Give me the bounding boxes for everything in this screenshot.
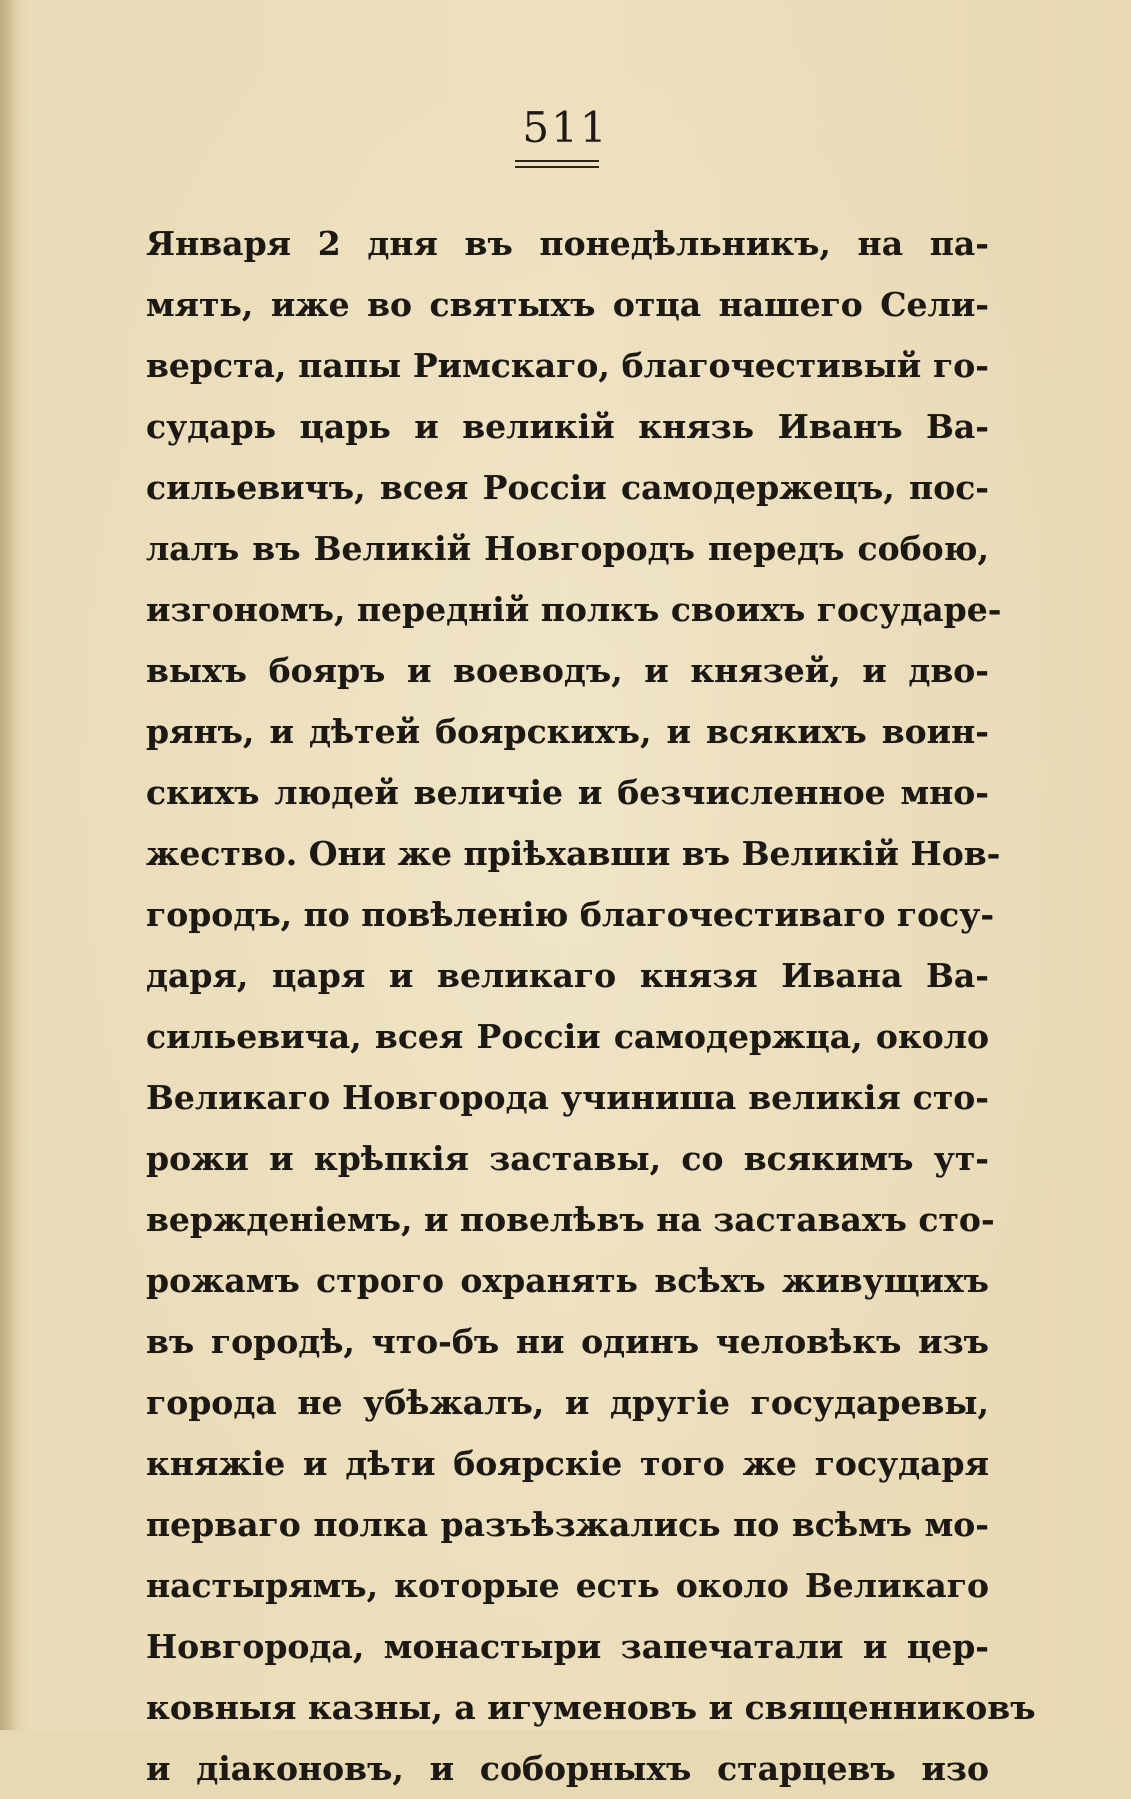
- page-number-rule-top: [515, 160, 599, 162]
- text-line: скихъ людей величіе и безчисленное мно-: [146, 773, 989, 812]
- text-line: рянъ, и дѣтей боярскихъ, и всякихъ воин-: [146, 712, 989, 751]
- text-line: сильевичъ, всея Россіи самодержецъ, пос-: [146, 468, 989, 507]
- text-line: верста, папы Римскаго, благочестивый го-: [146, 346, 989, 385]
- text-line: мять, иже во святыхъ отца нашего Сели-: [146, 285, 989, 324]
- text-line: перваго полка разъѣзжались по всѣмъ мо-: [146, 1505, 989, 1544]
- text-line: выхъ бояръ и воеводъ, и князей, и дво-: [146, 651, 989, 690]
- text-line: и діаконовъ, и соборныхъ старцевъ изо: [146, 1749, 989, 1788]
- text-line: изгономъ, передній полкъ своихъ государе-: [146, 590, 1002, 629]
- text-line: Великаго Новгорода учиниша великія сто-: [146, 1078, 989, 1117]
- text-line: вержденіемъ, и повелѣвъ на заставахъ сто-: [146, 1200, 995, 1239]
- text-line: города не убѣжалъ, и другіе государевы,: [146, 1383, 989, 1422]
- text-line: Новгорода, монастыри запечатали и цер-: [146, 1627, 989, 1666]
- text-line: ковныя казны, а игуменовъ и священниковъ: [146, 1688, 1036, 1727]
- text-line: Января 2 дня въ понедѣльникъ, на па-: [146, 224, 989, 263]
- text-line: княжіе и дѣти боярскіе того же государя: [146, 1444, 989, 1483]
- text-line: настырямъ, которые есть около Великаго: [146, 1566, 989, 1605]
- page-text: [146, 213, 1036, 1799]
- text-line: въ городѣ, что-бъ ни одинъ человѣкъ изъ: [146, 1322, 989, 1361]
- text-line: городъ, по повѣленію благочестиваго госу-: [146, 895, 995, 934]
- text-line: рожамъ строго охранять всѣхъ живущихъ: [146, 1261, 989, 1300]
- text-line: сударь царь и великій князь Иванъ Ва-: [146, 407, 989, 446]
- page-number: 511: [522, 103, 609, 152]
- text-line: жество. Они же пріѣхавши въ Великій Нов-: [146, 834, 1001, 873]
- page-number-rule-bottom: [515, 166, 599, 168]
- text-line: рожи и крѣпкія заставы, со всякимъ ут-: [146, 1139, 989, 1178]
- text-line: лалъ въ Великій Новгородъ передъ собою,: [146, 529, 989, 568]
- text-line: сильевича, всея Россіи самодержца, около: [146, 1017, 989, 1056]
- text-line: даря, царя и великаго князя Ивана Ва-: [146, 956, 989, 995]
